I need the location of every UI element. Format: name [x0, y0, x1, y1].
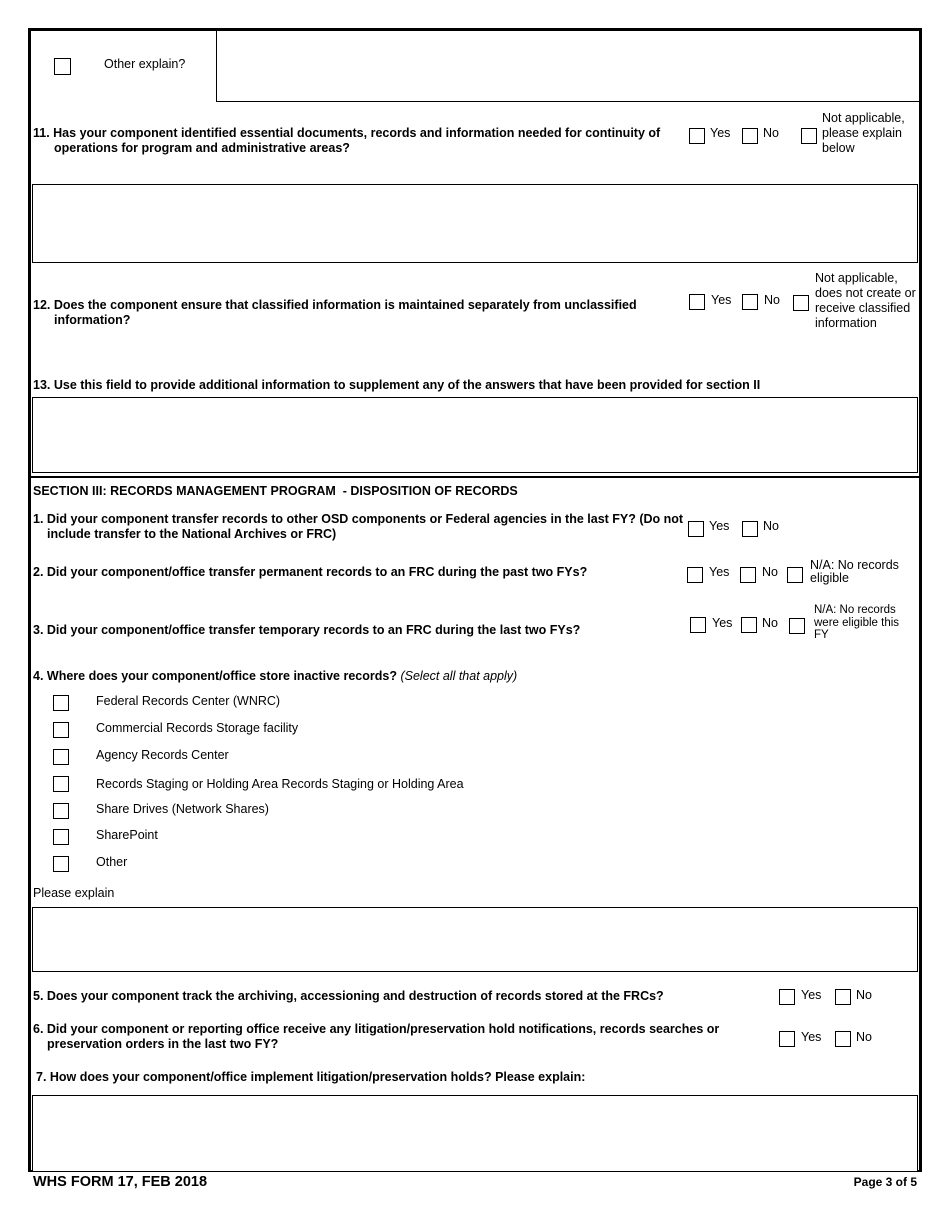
s3-q5-no-checkbox[interactable] [835, 989, 851, 1005]
s3-q3-na-checkbox[interactable] [789, 618, 805, 634]
storage-option-checkbox[interactable] [53, 829, 69, 845]
s3-q2-no-label: No [762, 565, 778, 579]
s3-question-6: 6. Did your component or reporting office receive any litigation/preservation hold notifications, records searches or preservation orders in the last two FY? [33, 1022, 720, 1051]
s3-q2-no-checkbox[interactable] [740, 567, 756, 583]
q12-yes-checkbox[interactable] [689, 294, 705, 310]
q11-no-checkbox[interactable] [742, 128, 758, 144]
q11-no-label: No [763, 126, 779, 140]
storage-option-checkbox[interactable] [53, 776, 69, 792]
storage-option-checkbox[interactable] [53, 803, 69, 819]
section-divider [28, 476, 922, 478]
s3-q1-yes-checkbox[interactable] [688, 521, 704, 537]
s3-q3-no-checkbox[interactable] [741, 617, 757, 633]
s3-question-4 [33, 669, 517, 684]
s3-q3-yes-label: Yes [712, 616, 733, 630]
q12-no-checkbox[interactable] [742, 294, 758, 310]
other-explain-field[interactable] [216, 30, 920, 102]
question-12: 12. Does the component ensure that classified information is maintained separately from unclassified information? [33, 298, 637, 327]
s3-q1-no-label: No [763, 519, 779, 533]
s3-q5-no-label: No [856, 988, 872, 1002]
s3-question-5: 5. Does your component track the archiving, accessioning and destruction of records stored at the FRCs? [33, 989, 664, 1003]
q7-explain-field[interactable] [32, 1095, 918, 1172]
storage-option-label: Records Staging or Holding Area Records Staging or Holding Area [96, 777, 464, 791]
s3-q5-yes-checkbox[interactable] [779, 989, 795, 1005]
storage-option-label: Federal Records Center (WNRC) [96, 694, 281, 708]
q12-na-label: Not applicable, does not create or receive classified information [815, 271, 916, 330]
q4-explain-label: Please explain [33, 886, 115, 900]
s3-question-1: 1. Did your component transfer records to other OSD components or Federal agencies in the last FY? (Do not include transfer to the National Archives or FRC) [33, 512, 684, 541]
s3-q6-yes-label: Yes [801, 1030, 822, 1044]
s3-q2-na-label: N/A: No records eligible [810, 558, 899, 585]
other-explain-checkbox[interactable] [54, 58, 71, 75]
section-3-title: SECTION III: RECORDS MANAGEMENT PROGRAM - DISPOSITION OF RECORDS [33, 484, 518, 498]
q11-na-checkbox[interactable] [801, 128, 817, 144]
storage-option-label: Commercial Records Storage facility [96, 721, 299, 735]
storage-option-label: SharePoint [96, 828, 158, 842]
s3-q3-no-label: No [762, 616, 778, 630]
form-id: WHS FORM 17, FEB 2018 [33, 1174, 208, 1190]
q4-explain-field[interactable] [32, 907, 918, 972]
s3-q3-yes-checkbox[interactable] [690, 617, 706, 633]
s3-question-3: 3. Did your component/office transfer temporary records to an FRC during the last two FYs? [33, 623, 581, 637]
q11-na-label: Not applicable, please explain below [822, 111, 905, 155]
storage-option-label: Agency Records Center [96, 748, 229, 762]
q11-yes-checkbox[interactable] [689, 128, 705, 144]
q12-yes-label: Yes [711, 293, 732, 307]
s3-q3-na-label: N/A: No records were eligible this FY [814, 604, 900, 641]
s3-q6-no-checkbox[interactable] [835, 1031, 851, 1047]
storage-option-checkbox[interactable] [53, 695, 69, 711]
storage-option-label: Other [96, 855, 128, 869]
page-number: Page 3 of 5 [853, 1175, 917, 1189]
question-11: 11. Has your component identified essential documents, records and information needed for continuity of operations for program and administrative areas? [33, 126, 661, 155]
s3-q1-no-checkbox[interactable] [742, 521, 758, 537]
s3-q5-yes-label: Yes [801, 988, 822, 1002]
s3-q4-hint: (Select all that apply) [400, 669, 518, 683]
q12-no-label: No [764, 293, 780, 307]
q13-field[interactable] [32, 397, 918, 473]
other-explain-label: Other explain? [104, 57, 186, 71]
q12-na-checkbox[interactable] [793, 295, 809, 311]
question-13: 13. Use this field to provide additional information to supplement any of the answers that have been provided for section II [33, 378, 761, 392]
q11-yes-label: Yes [710, 126, 731, 140]
s3-q4-text: 4. Where does your component/office store inactive records? [33, 669, 397, 683]
storage-option-checkbox[interactable] [53, 722, 69, 738]
q11-explain-field[interactable] [32, 184, 918, 263]
storage-option-checkbox[interactable] [53, 856, 69, 872]
s3-question-2: 2. Did your component/office transfer permanent records to an FRC during the past two FYs? [33, 565, 588, 579]
s3-q1-yes-label: Yes [709, 519, 730, 533]
storage-option-checkbox[interactable] [53, 749, 69, 765]
storage-option-label: Share Drives (Network Shares) [96, 802, 269, 816]
s3-q6-no-label: No [856, 1030, 872, 1044]
s3-question-7: 7. How does your component/office implement litigation/preservation holds? Please explain: [36, 1070, 586, 1084]
s3-q2-yes-label: Yes [709, 565, 730, 579]
s3-q2-na-checkbox[interactable] [787, 567, 803, 583]
s3-q6-yes-checkbox[interactable] [779, 1031, 795, 1047]
s3-q2-yes-checkbox[interactable] [687, 567, 703, 583]
